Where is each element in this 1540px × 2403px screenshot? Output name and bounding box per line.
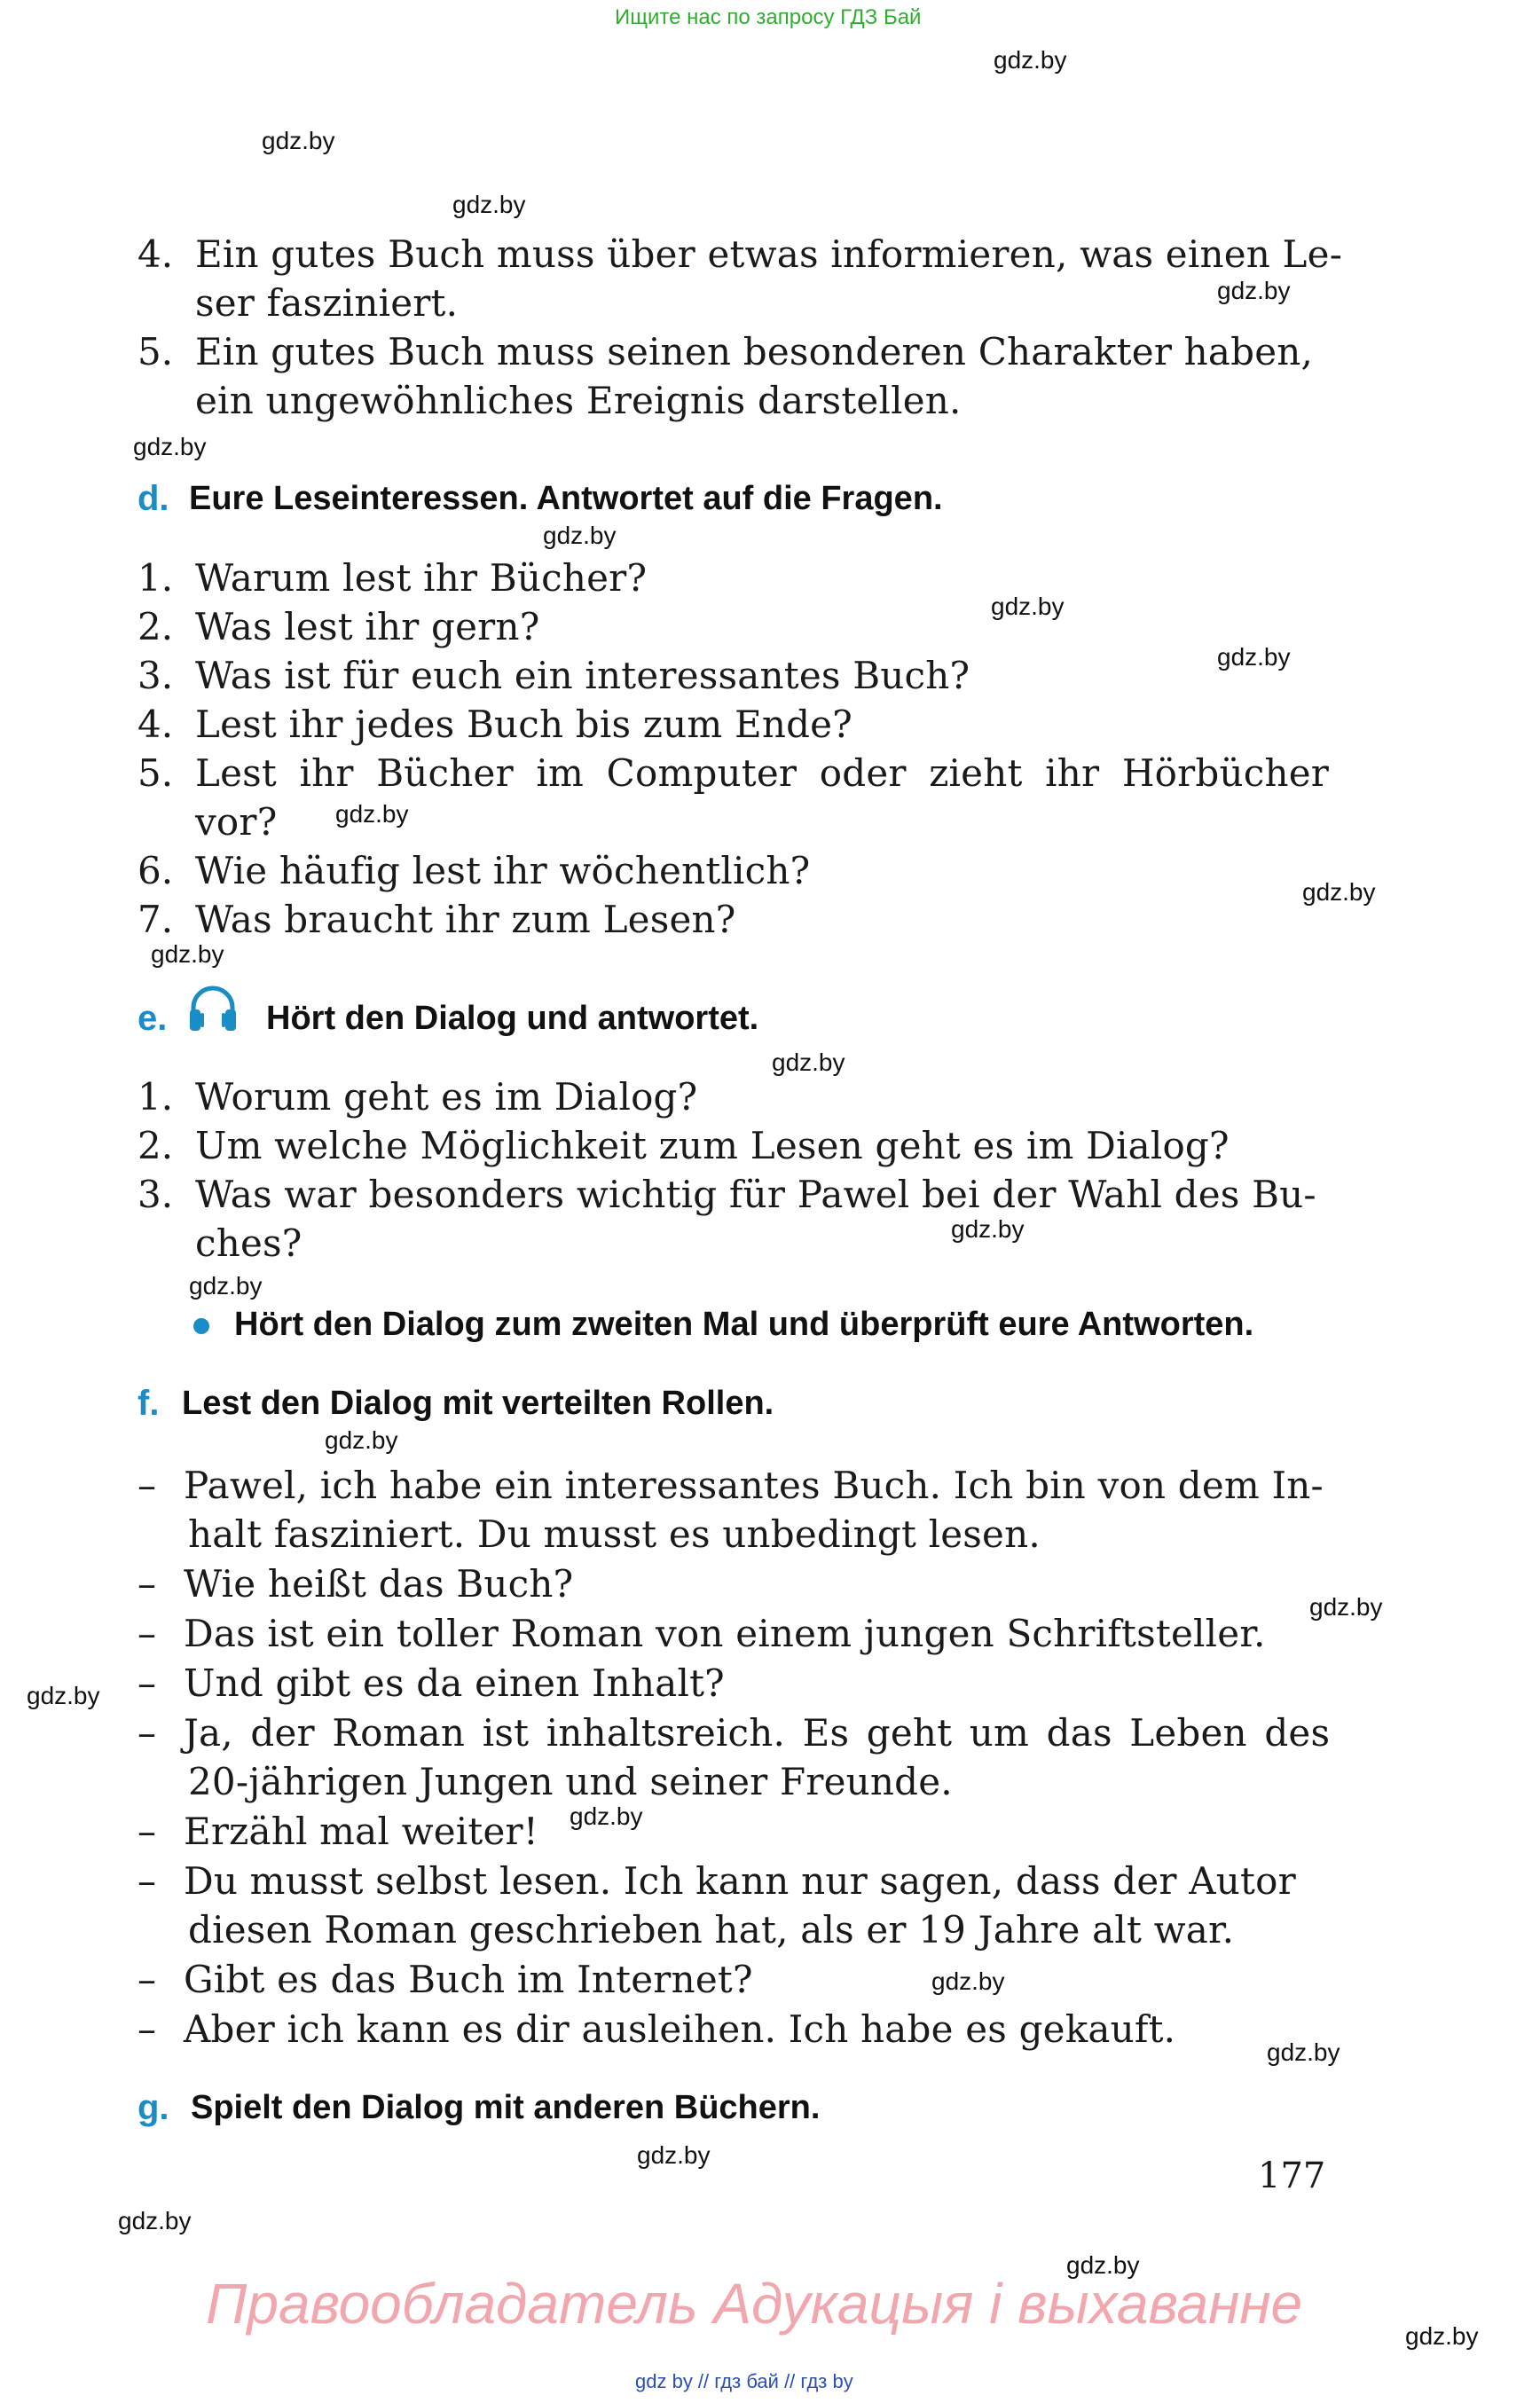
dialog-dash: – [138,1711,156,1755]
watermark: gdz.by [772,1048,845,1076]
list-item-text: Ein gutes Buch muss seinen besonderen Charakter haben, [195,330,1314,373]
task-title: Lest den Dialog mit verteilten Rollen. [182,1385,774,1422]
list-item-text: Lest ihr Bücher im Computer oder zieht ihr Hörbücher [195,751,1330,795]
task-letter: f. [138,1384,160,1423]
list-number: 2. [138,605,174,648]
watermark: gdz.by [991,593,1065,620]
watermark: gdz.by [1267,2038,1340,2066]
dialog-dash: – [138,1810,156,1853]
dialog-line: Wie heißt das Buch? [184,1562,574,1606]
task-letter: e. [138,999,168,1038]
dialog-line: Und gibt es da einen Inhalt? [184,1661,725,1705]
watermark: gdz.by [151,940,224,968]
watermark: gdz.by [951,1215,1025,1243]
dialog-line: Aber ich kann es dir ausleihen. Ich habe es gekauft. [184,2007,1176,2051]
watermark: gdz.by [637,2141,711,2169]
list-item-text: vor? [195,800,278,844]
list-number: 2. [138,1124,174,1167]
list-item-text: Worum geht es im Dialog? [195,1075,698,1119]
top-search-note: Ищите нас по запросу ГДЗ Бай [615,5,922,29]
copyright-footer: Правообладатель Адукацыя і выхаванне [206,2272,1303,2336]
task-letter: d. [138,479,169,518]
task-letter: g. [138,2088,169,2127]
watermark: gdz.by [543,522,617,549]
list-item-text: Um welche Möglichkeit zum Lesen geht es im Dialog? [195,1124,1230,1167]
list-item-text: Was lest ihr gern? [195,605,540,648]
list-number: 5. [138,751,174,795]
dialog-dash: – [138,2007,156,2051]
list-item-text: Was ist für euch ein interessantes Buch? [195,654,970,697]
dialog-dash: – [138,1859,156,1903]
list-number: 6. [138,849,174,892]
footer-links[interactable]: gdz by // гдз бай // гдз by [635,2370,853,2392]
list-item-text: Was braucht ihr zum Lesen? [195,898,736,941]
list-item-text: Wie häufig lest ihr wöchentlich? [195,849,811,892]
watermark: gdz.by [189,1272,263,1300]
watermark: gdz.by [1302,878,1376,906]
list-item-text: Lest ihr jedes Buch bis zum Ende? [195,703,852,746]
watermark: gdz.by [133,433,207,460]
watermark: gdz.by [1309,1593,1383,1621]
dialog-line: Ja, der Roman ist inhaltsreich. Es geht um das Leben des [184,1711,1331,1755]
dialog-line: Erzähl mal weiter! [184,1810,538,1853]
watermark: gdz.by [1066,2251,1140,2279]
task-title: Hört den Dialog und antwortet. [266,1000,759,1037]
dialog-line: Gibt es das Buch im Internet? [184,1958,753,2001]
list-item-text: ein ungewöhnliches Ereignis darstellen. [195,379,962,422]
watermark: gdz.by [262,127,335,154]
task-title: Spielt den Dialog mit anderen Büchern. [191,2089,821,2126]
dialog-dash: – [138,1958,156,2001]
list-number: 4. [138,232,174,276]
dialog-dash: – [138,1661,156,1705]
watermark: gdz.by [118,2207,192,2234]
list-item-text: ser fasziniert. [195,281,459,325]
watermark: gdz.by [335,800,409,828]
list-number: 5. [138,330,174,373]
page-number: 177 [1258,2156,1326,2196]
dialog-line: 20-jährigen Jungen und seiner Freunde. [188,1760,953,1803]
bullet-instruction: Hört den Dialog zum zweiten Mal und überprüft eure Antworten. [234,1306,1254,1343]
dialog-dash: – [138,1464,156,1507]
dialog-line: Das ist ein toller Roman von einem jungen Schriftsteller. [184,1612,1266,1655]
list-number: 7. [138,898,174,941]
list-item-text: Warum lest ihr Bücher? [195,556,648,600]
list-item-text: Was war besonders wichtig für Pawel bei der Wahl des Bu- [195,1173,1316,1216]
dialog-line: Pawel, ich habe ein interessantes Buch. Ich bin von dem In- [184,1464,1324,1507]
list-number: 1. [138,1075,174,1119]
watermark: gdz.by [1405,2322,1479,2350]
watermark: gdz.by [27,1682,100,1709]
watermark: gdz.by [452,191,526,218]
watermark: gdz.by [325,1426,398,1454]
dialog-line: halt fasziniert. Du musst es unbedingt lesen. [188,1512,1041,1556]
watermark: gdz.by [1217,277,1291,304]
watermark: gdz.by [931,1967,1005,1995]
list-number: 1. [138,556,174,600]
list-number: 3. [138,654,174,697]
list-number: 4. [138,703,174,746]
task-title: Eure Leseinteressen. Antwortet auf die Fragen. [189,480,943,517]
bullet-dot [193,1318,209,1334]
watermark: gdz.by [994,46,1067,74]
list-item-text: Ein gutes Buch muss über etwas informieren, was einen Le- [195,232,1343,276]
dialog-line: diesen Roman geschrieben hat, als er 19 Jahre alt war. [188,1908,1235,1951]
watermark: gdz.by [1217,643,1291,671]
dialog-line: Du musst selbst lesen. Ich kann nur sagen, dass der Autor [184,1859,1296,1903]
list-item-text: ches? [195,1221,302,1265]
dialog-dash: – [138,1612,156,1655]
watermark: gdz.by [570,1802,643,1830]
dialog-dash: – [138,1562,156,1606]
list-number: 3. [138,1173,174,1216]
headphones-icon [186,983,240,1038]
